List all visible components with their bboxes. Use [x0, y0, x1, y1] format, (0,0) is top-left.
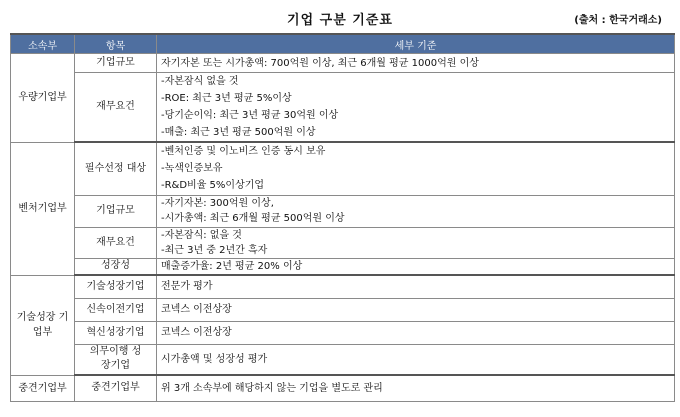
- detail-cell: [157, 344, 675, 375]
- table-row: [11, 275, 675, 298]
- detail-line: 매출증가율: 2년 평균 20% 이상: [161, 260, 303, 272]
- classification-table: [10, 33, 675, 402]
- detail-line: -ROE: 최근 3년 평균 5%이상: [161, 93, 292, 104]
- detail-line: -자본잠식 없을 것: [161, 76, 239, 87]
- detail-cell: [157, 298, 675, 321]
- table-row: [11, 298, 675, 321]
- table-row: [11, 195, 675, 227]
- detail-line: 전문가 평가: [161, 281, 213, 293]
- item-cell: 중견기업부: [75, 375, 157, 401]
- table-row: [11, 258, 675, 275]
- category-cell: 중견기업부: [11, 375, 75, 401]
- item-cell: 신속이전기업: [75, 298, 157, 321]
- detail-line: -녹색인증보유: [161, 163, 223, 175]
- table-row: [11, 73, 675, 143]
- table-row: [11, 227, 675, 258]
- table-row: [11, 321, 675, 344]
- category-cell: 우량기업부: [11, 54, 75, 143]
- detail-line: 코넥스 이전상장: [161, 327, 232, 338]
- detail-line: -R&D비율 5%이상기업: [161, 180, 265, 192]
- detail-line: -당기순이익: 최근 3년 평균 30억원 이상: [161, 110, 339, 121]
- detail-cell: [157, 142, 675, 195]
- detail-cell: [157, 195, 675, 227]
- detail-line: 자기자본 또는 시가총액: 700억원 이상, 최근 6개월 평균 1000억원 이상: [161, 57, 479, 69]
- item-cell: 기업규모: [75, 54, 157, 73]
- detail-line: 시가총액 및 성장성 평가: [161, 353, 268, 365]
- detail-line: 위 3개 소속부에 해당하지 않는 기업을 별도로 관리: [161, 382, 383, 394]
- detail-cell: [157, 321, 675, 344]
- item-cell: 기술성장기업: [75, 275, 157, 298]
- detail-line: -최근 3년 중 2년간 흑자: [161, 244, 268, 256]
- detail-cell: [157, 73, 675, 143]
- table-row: [11, 142, 675, 195]
- item-cell: 혁신성장기업: [75, 321, 157, 344]
- header-item: 항목: [75, 34, 157, 54]
- table-row: [11, 375, 675, 401]
- detail-line: -자본잠식: 없을 것: [161, 229, 242, 241]
- item-cell: 성장성: [75, 258, 157, 275]
- item-cell: 재무요건: [75, 73, 157, 143]
- detail-line: -벤처인증 및 이노비즈 인증 동시 보유: [161, 146, 326, 158]
- page-title: 기업 구분 기준표: [287, 13, 393, 28]
- item-cell: 기업규모: [75, 195, 157, 227]
- detail-line: -시가총액: 최근 6개월 평균 500억원 이상: [161, 213, 345, 224]
- detail-cell: [157, 375, 675, 401]
- item-cell: 필수선정 대상: [75, 142, 157, 195]
- table-row: [11, 54, 675, 73]
- detail-cell: [157, 258, 675, 275]
- detail-cell: [157, 227, 675, 258]
- item-cell: 재무요건: [75, 227, 157, 258]
- table-header-row: [11, 34, 675, 54]
- detail-cell: [157, 54, 675, 73]
- table-row: [11, 344, 675, 375]
- detail-cell: [157, 275, 675, 298]
- category-cell: 벤처기업부: [11, 142, 75, 275]
- detail-line: -매출: 최근 3년 평균 500억원 이상: [161, 127, 316, 138]
- source-note: (출처 : 한국거래소): [574, 15, 662, 26]
- header-detail: 세부 기준: [157, 34, 675, 54]
- item-cell: 의무이행 성장기업: [75, 344, 157, 375]
- header-category: 소속부: [11, 34, 75, 54]
- detail-line: 코넥스 이전상장: [161, 304, 232, 315]
- category-cell: 기술성장 기업부: [11, 275, 75, 375]
- detail-line: -자기자본: 300억원 이상,: [161, 198, 274, 209]
